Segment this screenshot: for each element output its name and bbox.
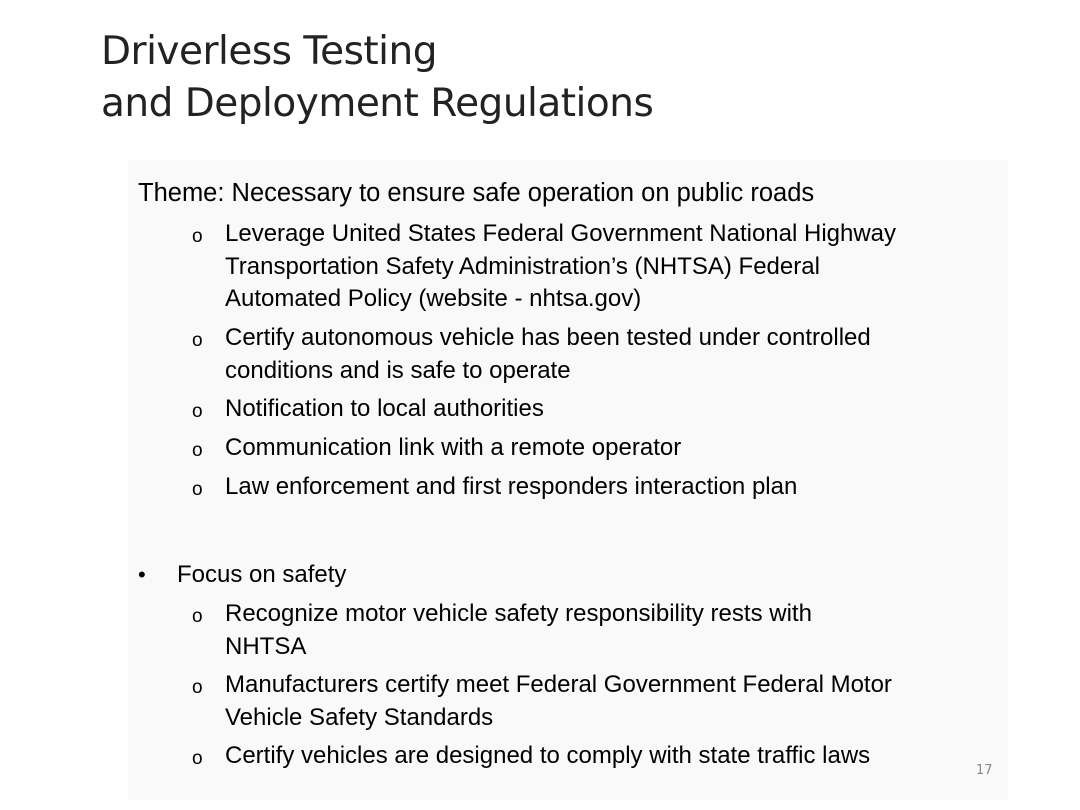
- theme-heading: Theme: Necessary to ensure safe operation on public roads: [138, 179, 815, 207]
- theme-item-certify-tested: [225, 322, 1005, 387]
- focus-item-line: Recognize motor vehicle safety responsibility rests with: [225, 600, 812, 627]
- sub-bullet-marker: o: [192, 606, 203, 627]
- theme-item-line: Leverage United States Federal Government National Highway: [225, 220, 897, 247]
- focus-item-line: Vehicle Safety Standards: [225, 703, 494, 731]
- focus-heading: Focus on safety: [177, 561, 347, 588]
- theme-item-line: conditions and is safe to operate: [225, 356, 571, 384]
- focus-item-nhtsa-responsibility: [225, 598, 1005, 663]
- sub-bullet-marker: o: [192, 479, 203, 500]
- sub-bullet-marker: o: [192, 440, 203, 461]
- focus-item-manufacturers-certify: [225, 669, 1005, 734]
- focus-item-line: NHTSA: [225, 632, 307, 660]
- slide-title: [101, 26, 1001, 130]
- slide-title-line-1: Driverless Testing: [101, 29, 437, 74]
- main-bullet-marker: •: [138, 562, 146, 587]
- sub-bullet-marker: o: [192, 401, 203, 422]
- theme-item-nhtsa-policy: [225, 218, 1005, 316]
- theme-item-notification: [225, 393, 1005, 426]
- sub-bullet-marker: o: [192, 330, 203, 351]
- theme-item-law-enforcement: [225, 471, 1005, 504]
- theme-item-line: Certify autonomous vehicle has been tested under controlled: [225, 324, 871, 351]
- focus-item-line: Manufacturers certify meet Federal Government Federal Motor: [225, 671, 892, 698]
- theme-item-line: Law enforcement and first responders interaction plan: [225, 473, 798, 500]
- theme-item-line: Automated Policy (website - nhtsa.gov): [225, 285, 642, 312]
- sub-bullet-marker: o: [192, 677, 203, 698]
- page-number: 17: [976, 763, 993, 778]
- focus-item-line: Certify vehicles are designed to comply with state traffic laws: [225, 742, 871, 769]
- theme-item-communication-link: [225, 432, 1005, 465]
- theme-item-line: Notification to local authorities: [225, 395, 544, 422]
- theme-item-line: Transportation Safety Administration’s (NHTSA) Federal: [225, 252, 820, 280]
- theme-item-line: Communication link with a remote operator: [225, 434, 682, 461]
- slide-title-line-2: and Deployment Regulations: [101, 81, 654, 126]
- sub-bullet-marker: o: [192, 226, 203, 247]
- sub-bullet-marker: o: [192, 748, 203, 769]
- focus-item-traffic-laws: [225, 740, 1005, 773]
